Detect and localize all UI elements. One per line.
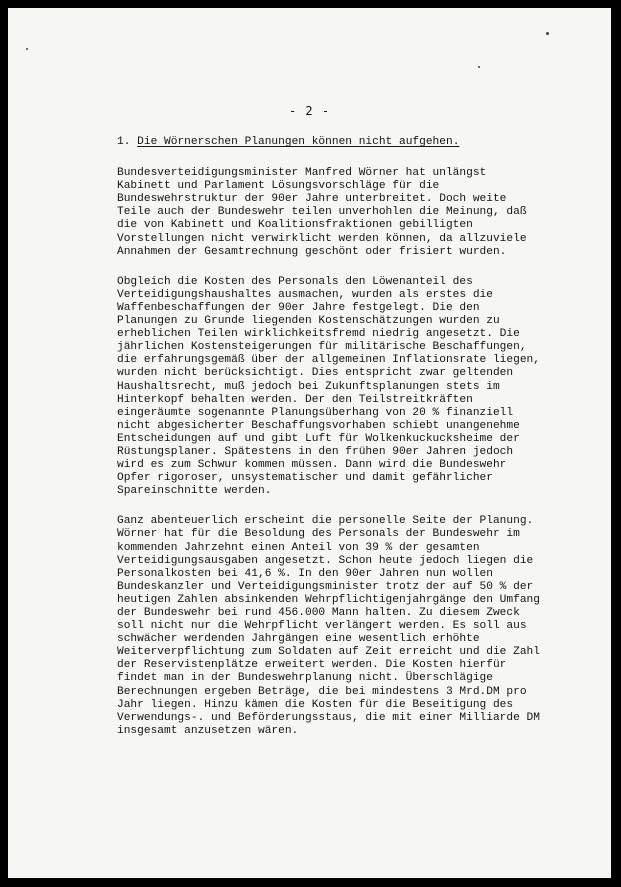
paragraph-line: Obgleich die Kosten des Personals den Löwenanteil des xyxy=(117,275,473,288)
paragraph-line: Kabinett und Parlament Lösungsvorschläge für die xyxy=(117,180,440,193)
paragraph-line: schwächer werdenden Jahrgängen eine wesentlich erhöhte xyxy=(117,633,480,646)
paragraph-line: Teile auch der Bundeswehr teilen unverhohlen die Meinung, daß xyxy=(117,206,527,219)
paragraph-line: Jahr liegen. Hinzu kämen die Kosten für die Beseitigung des xyxy=(117,698,514,711)
document-body xyxy=(117,136,587,755)
paragraph-line: Entscheidungen auf und gibt Luft für Wolkenkuckucksheime der xyxy=(117,432,520,445)
paragraph xyxy=(117,276,587,499)
paragraph-line: soll nicht nur die Wehrpflicht verlängert werden. Es soll aus xyxy=(117,620,527,633)
paragraph-line: Bundesverteidigungsminister Manfred Wörner hat unlängst xyxy=(117,167,487,180)
scan-speck xyxy=(26,48,28,50)
paragraph-line: Waffenbeschaffungen der 90er Jahre festgelegt. Die den xyxy=(117,301,480,314)
paragraph-line: Weiterverpflichtung zum Soldaten auf Zeit erreicht und die Zahl xyxy=(117,646,540,659)
paragraph-line: Hinterkopf behalten werden. Der den Teilstreitkräften xyxy=(117,393,473,406)
paragraph-line: kommenden Jahrzehnt einen Anteil von 39 % der gesamten xyxy=(117,541,480,554)
paragraph-line: Berechnungen ergeben Beträge, die bei mindestens 3 Mrd.DM pro xyxy=(117,685,527,698)
paragraph-line: Verteidigungsausgaben angesetzt. Schon heute jedoch liegen die xyxy=(117,554,534,567)
paragraph-line: die erfahrungsgemäß über der allgemeinen Inflationsrate liegen, xyxy=(117,354,540,367)
paragraph-line: Personalkosten bei 41,6 %. In den 90er Jahren nun wollen xyxy=(117,567,493,580)
paragraph-line: Ganz abenteuerlich erscheint die personelle Seite der Planung. xyxy=(117,515,534,528)
paragraph-line: der Reservistenplätze erweitert werden. Die Kosten hierfür xyxy=(117,659,507,672)
paragraph-line: insgesamt anzusetzen wären. xyxy=(117,724,299,737)
paragraph-line: nicht abgesicherter Beschaffungsvorhaben schiebt unangenehme xyxy=(117,419,520,432)
paragraph-line: Bundeswehrstruktur der 90er Jahre unterbreitet. Doch weite xyxy=(117,193,507,206)
paragraph-line: Vorstellungen nicht verwirklicht werden können, da allzuviele xyxy=(117,232,527,245)
paragraph-line: Wörner hat für die Besoldung des Personals der Bundeswehr im xyxy=(117,528,520,541)
paragraph-line: wird es zum Schwur kommen müssen. Dann wird die Bundeswehr xyxy=(117,459,507,472)
paragraph-line: findet man in der Bundeswehrplanung nicht. Überschlägige xyxy=(117,672,493,685)
paragraph-line: die von Kabinett und Koalitionsfraktionen gebilligten xyxy=(117,219,473,232)
scan-speck xyxy=(546,32,549,35)
paragraph-line: heutigen Zahlen absinkenden Wehrpflichtigenjahrgänge den Umfang xyxy=(117,593,540,606)
paragraph-line: der Bundeswehr bei rund 456.000 Mann halten. Zu diesem Zweck xyxy=(117,607,520,619)
paragraph-line: Haushaltsrecht, muß jedoch bei Zukunftsplanungen stets im xyxy=(117,380,500,393)
paragraph-line: wurden nicht berücksichtigt. Dies entspricht zwar geltenden xyxy=(117,367,514,380)
paragraph-line: Verteidigungshaushaltes ausmachen, wurden als erstes die xyxy=(117,288,493,301)
section-title: Die Wörnerschen Planungen können nicht aufgehen. xyxy=(137,136,460,148)
paragraph-line: Spareinschnitte werden. xyxy=(117,485,272,498)
page-number: - 2 - xyxy=(288,104,331,118)
paragraph-line: Planungen zu Grunde liegenden Kostenschätzungen wurden zu xyxy=(117,315,500,328)
document-page xyxy=(8,8,611,878)
paragraph-line: erheblichen Teilen wirklichkeitsfremd niedrig angesetzt. Die xyxy=(117,328,520,341)
paragraph-line: Opfer rigoroser, unsystematischer und damit gefährlicher xyxy=(117,472,493,485)
scan-speck xyxy=(478,66,480,68)
section-heading xyxy=(117,136,587,149)
paragraph-line: Rüstungsplaner. Spätestens in den frühen 90er Jahren jedoch xyxy=(117,445,514,458)
paragraph-line: Bundeskanzler und Verteidigungsminister trotz der auf 50 % der xyxy=(117,580,534,593)
paragraph xyxy=(117,515,587,738)
paragraph-line: Annahmen der Gesamtrechnung geschönt oder frisiert wurden. xyxy=(117,245,507,258)
section-number: 1. xyxy=(117,136,131,148)
paragraph-line: jährlichen Kostensteigerungen für militärische Beschaffungen, xyxy=(117,341,527,354)
paragraph-line: Verwendungs-. und Beförderungsstaus, die mit einer Milliarde DM xyxy=(117,711,540,724)
paragraph-line: eingeräumte sogenannte Planungsüberhang von 20 % finanziell xyxy=(117,406,514,419)
paragraph xyxy=(117,167,587,259)
